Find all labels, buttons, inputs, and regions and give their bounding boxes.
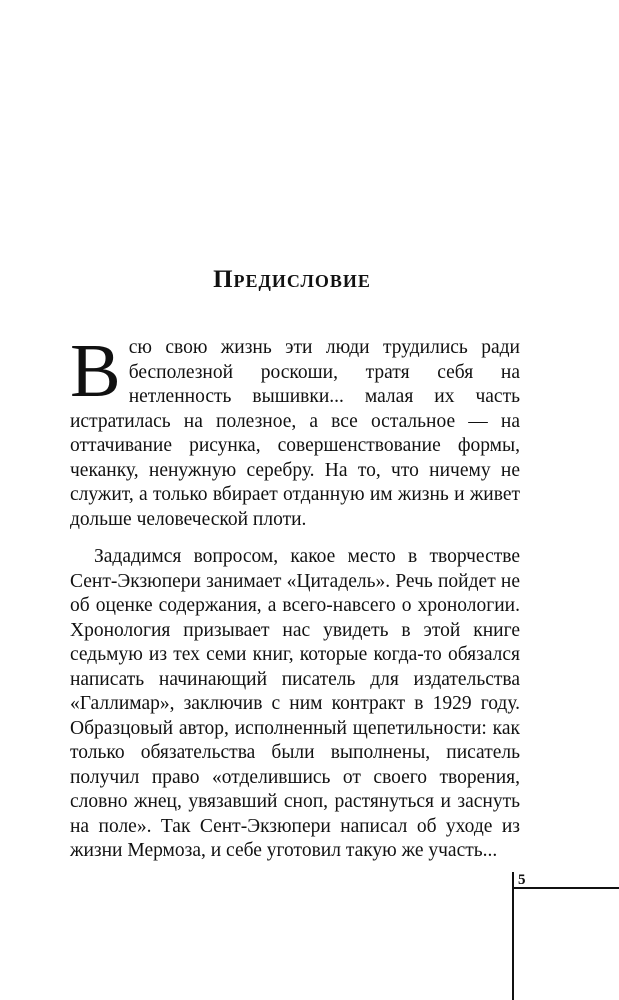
page-corner-vertical-rule <box>512 872 514 1000</box>
body-paragraph: Зададимся вопросом, какое место в творчестве Сент-Экзюпери занимает «Цитадель». Речь пойдет не об оценке содержания, а всего-навсего о хронологии. Хронология призывает нас увидеть в этой книге седьмую из тех семи книг, которые когда-то обязался написать начинающий писатель для издательства «Галлимар», заключив с ним контракт в 1929 году. Образцовый автор, исполненный щепетильности: как только обязательства были выполнены, писатель получил право «отделившись от своего творения, словно жнец, увязавший сноп, растянуться и заснуть на поле». Так Сент-Экзюпери написал об уходе из жизни Мермоза, и себе уготовил такую же участь... <box>70 546 520 861</box>
drop-cap-letter: В <box>70 329 121 413</box>
epigraph-text: сю свою жизнь эти люди трудились ради бесполезной роскоши, тратя себя на нетленность вышивки... малая их часть истратилась на полезное, а все остальное — на оттачивание рисунка, совершенствование формы, чеканку, ненужную серебру. На то, что ничему не служит, а только вбирает отданную им жизнь и живет дольше человеческой плоти. <box>70 337 520 530</box>
chapter-title: Предисловие <box>213 266 371 293</box>
epigraph-paragraph <box>70 329 520 532</box>
page-corner-horizontal-rule <box>512 887 619 889</box>
page-number: 5 <box>518 872 526 888</box>
